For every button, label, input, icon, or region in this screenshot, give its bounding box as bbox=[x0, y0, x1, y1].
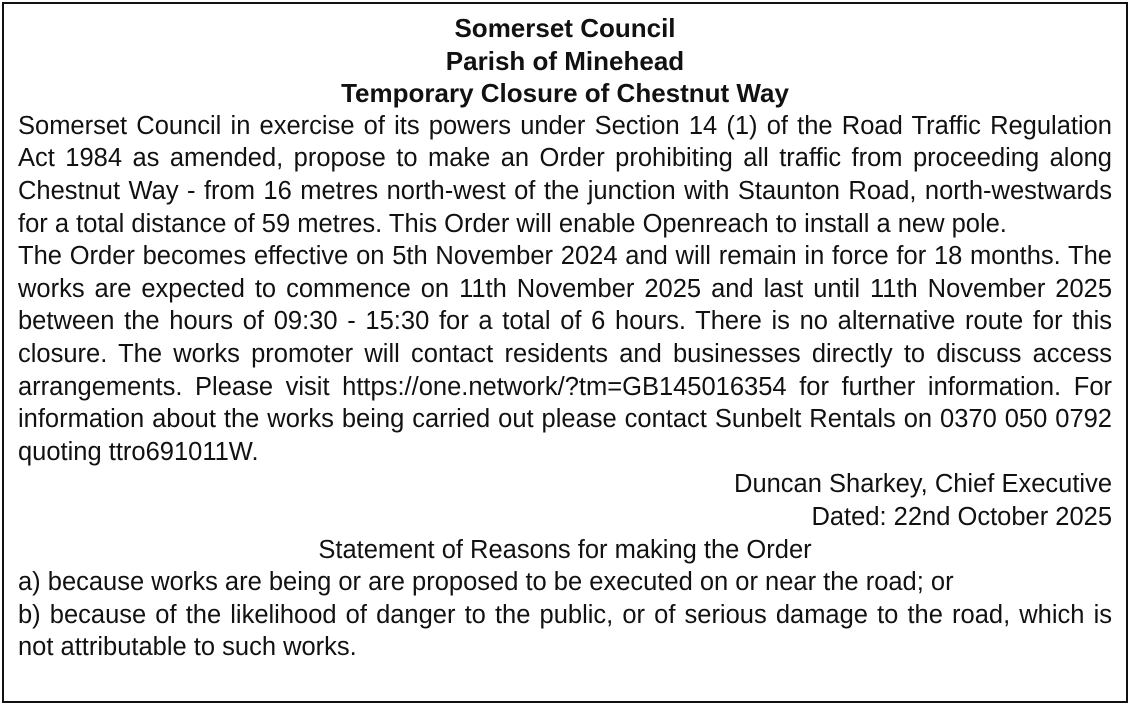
reason-b: b) because of the likelihood of danger to the public, or of serious damage to the road, which is not attributable to such works. bbox=[18, 600, 1112, 662]
council-heading: Somerset Council bbox=[454, 13, 676, 43]
order-paragraph: Somerset Council in exercise of its powers under Section 14 (1) of the Road Traffic Regulation Act 1984 as amended, propose to make an Order prohibiting all traffic from proceeding along Chestnut Way - from 16 metres north-west of the junction with Staunton Road, north-westwards for a total distance of 59 metres. This Order will enable Openreach to install a new pole. bbox=[18, 111, 1112, 238]
reason-a: a) because works are being or are proposed to be executed on or near the road; or bbox=[18, 568, 954, 597]
parish-heading: Parish of Minehead bbox=[445, 45, 685, 76]
notice-title: Temporary Closure of Chestnut Way bbox=[341, 78, 789, 109]
reasons-heading: Statement of Reasons for making the Order bbox=[318, 535, 812, 564]
details-paragraph: The Order becomes effective on 5th November 2024 and will remain in force for 18 months. The works are expected to commence on 11th November 2025 and last until 11th November 2025 between the hours of 09:30 - 15:30 for a total of 6 hours. There is no alternative route for this closure. The works promoter will contact residents and businesses directly to discuss access arrangements. Please visit https://one.network/?tm=GB145016354 for further information. For information about the works being carried out please contact Sunbelt Rentals on 0370 050 0792 quoting ttro691011W. bbox=[18, 242, 1112, 466]
public-notice bbox=[2, 2, 1128, 703]
signatory: Duncan Sharkey, Chief Executive bbox=[734, 470, 1112, 499]
date-line: Dated: 22nd October 2025 bbox=[811, 502, 1112, 531]
